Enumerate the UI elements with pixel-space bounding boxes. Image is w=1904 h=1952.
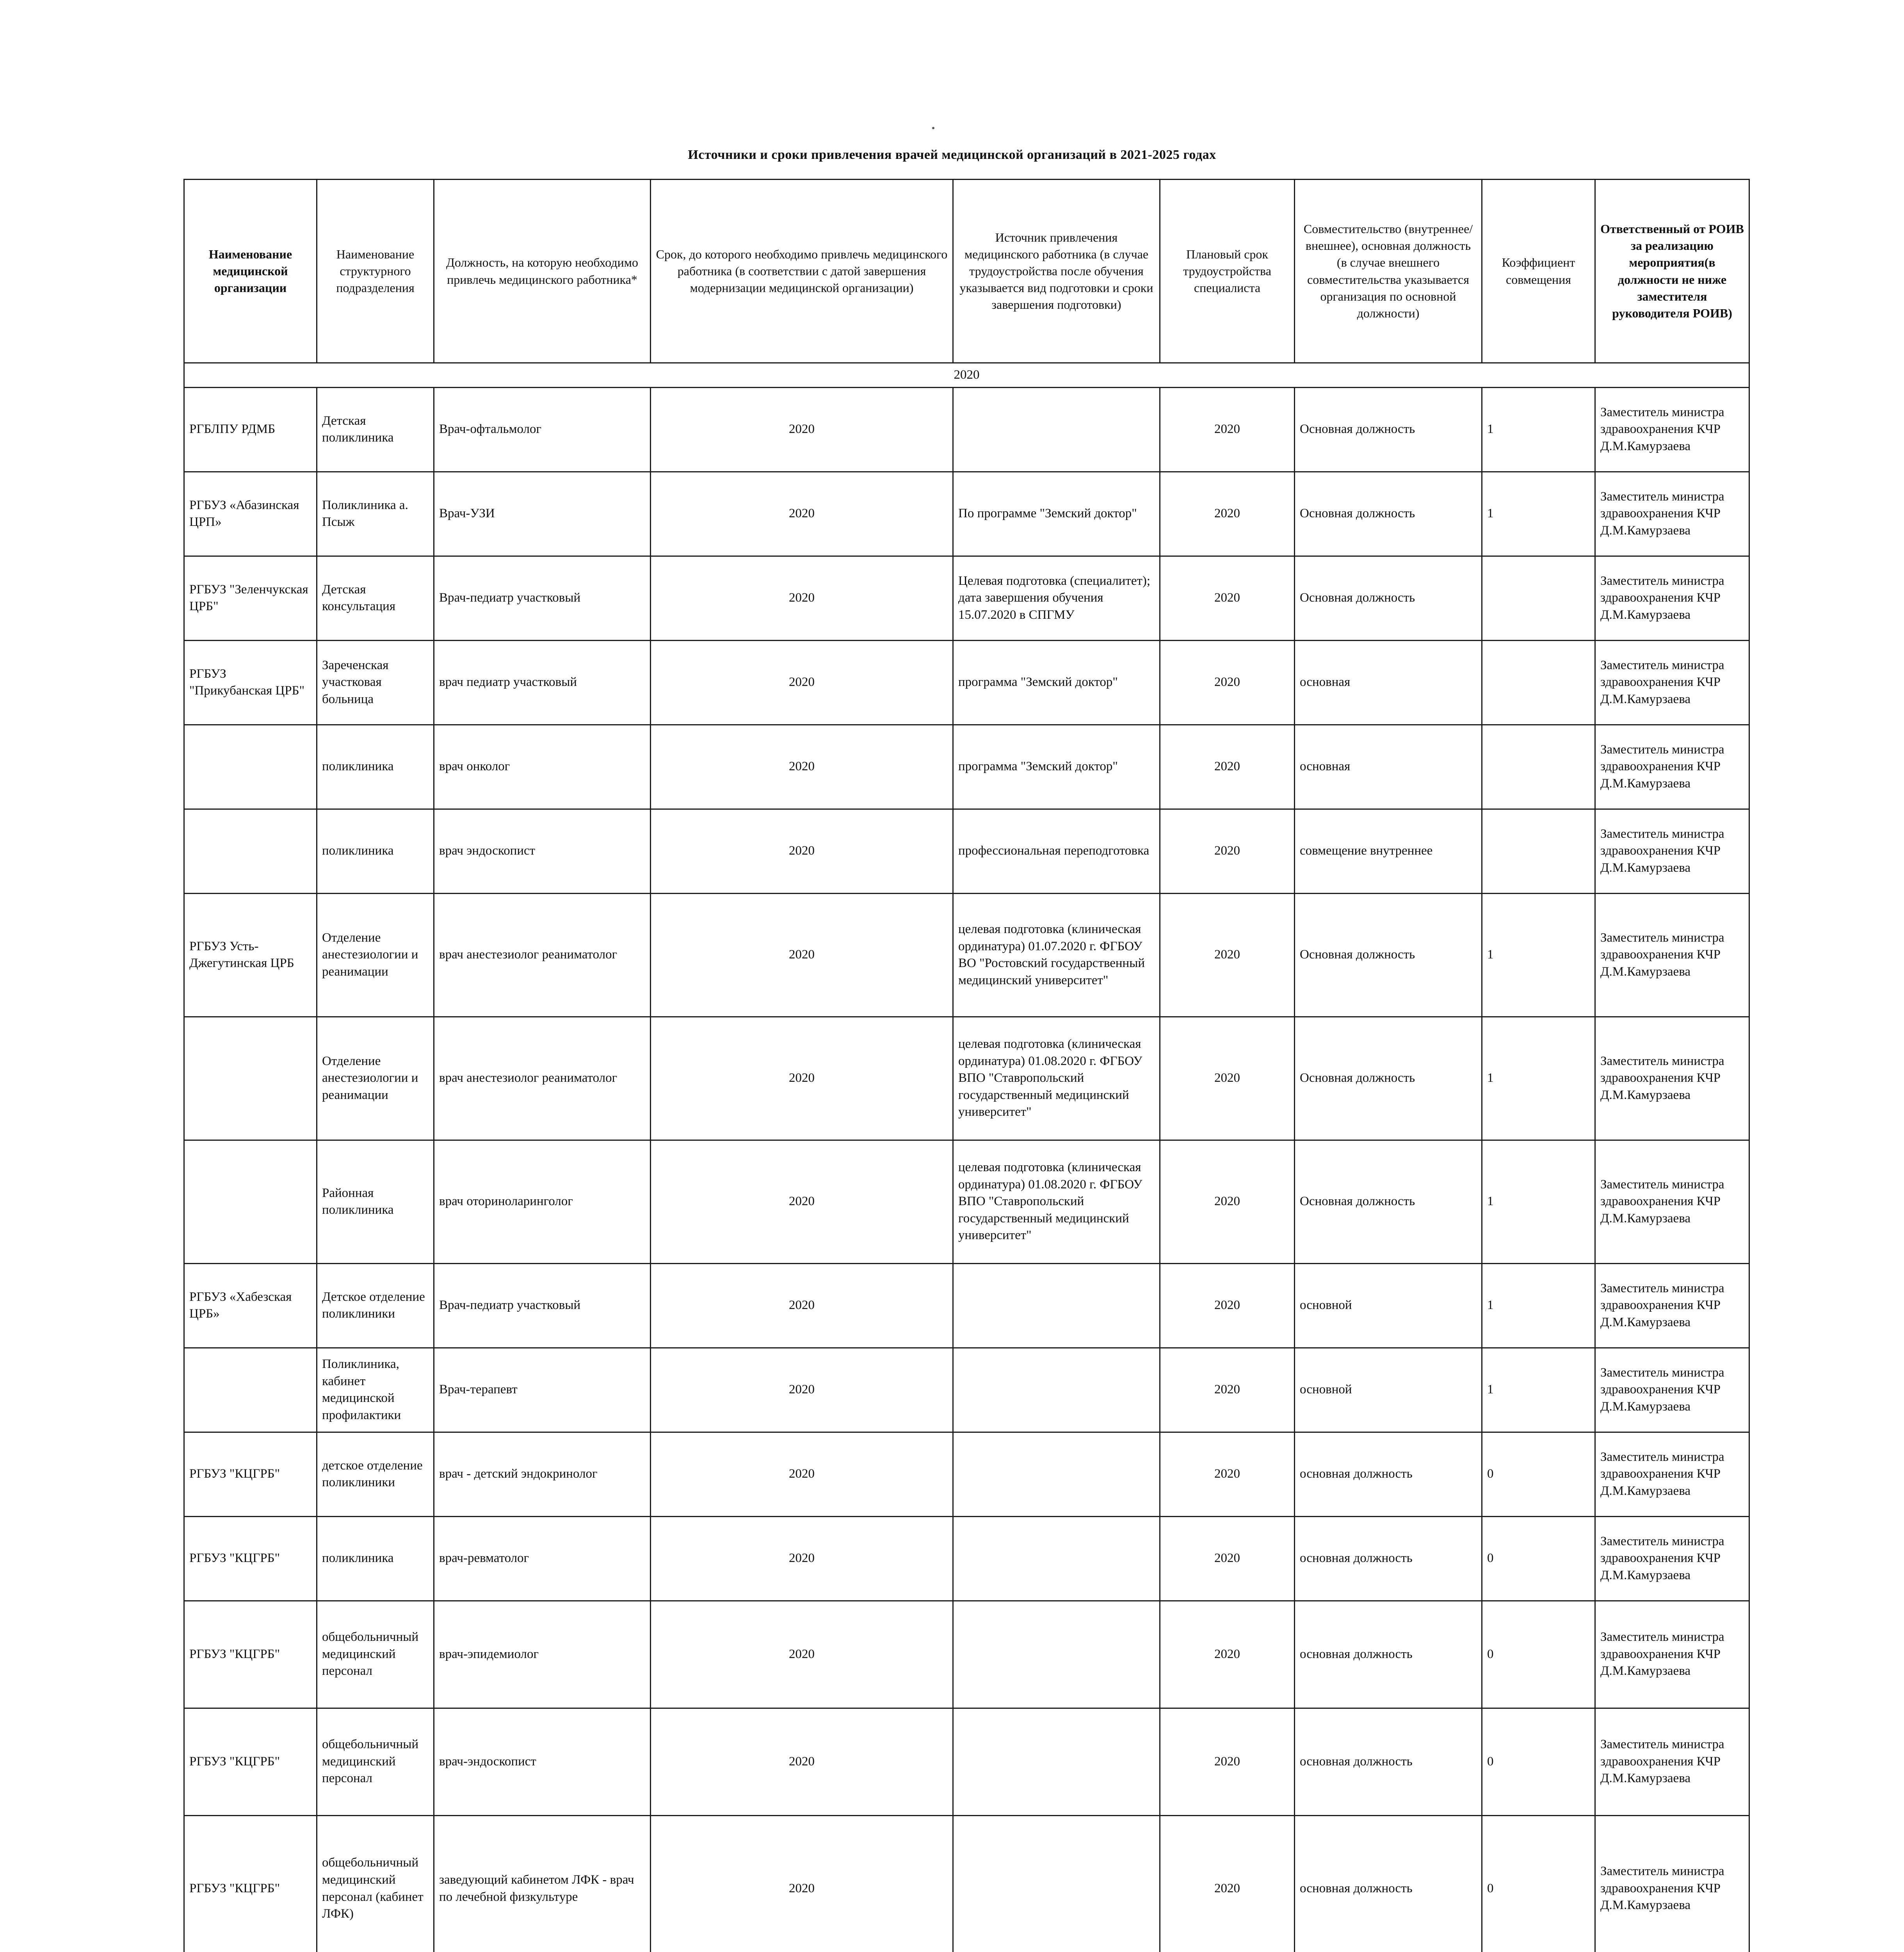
table-row [184, 725, 1749, 809]
org-cell: РГБУЗ Усть-Джегутинская ЦРБ [184, 893, 317, 1017]
deadline-cell: 2020 [651, 725, 953, 809]
coef-cell: 1 [1482, 893, 1595, 1017]
header-deadline: Срок, до которого необходимо привлечь медицинского работника (в соответствии с датой завершения модернизации медицинской организации) [651, 180, 953, 363]
position-cell: врач-эпидемиолог [434, 1601, 651, 1708]
source-cell: По программе "Земский доктор" [953, 472, 1160, 556]
responsible-cell: Заместитель министра здравоохранения КЧР Д.М.Камурзаева [1595, 1017, 1749, 1140]
coef-cell [1482, 725, 1595, 809]
source-cell [953, 1432, 1160, 1516]
planned-cell: 2020 [1160, 1263, 1295, 1348]
org-cell: РГБУЗ "КЦГРБ" [184, 1815, 317, 1952]
planned-cell: 2020 [1160, 1432, 1295, 1516]
planned-cell: 2020 [1160, 1516, 1295, 1601]
deadline-cell: 2020 [651, 472, 953, 556]
responsible-cell: Заместитель министра здравоохранения КЧР Д.М.Камурзаева [1595, 1516, 1749, 1601]
deadline-cell: 2020 [651, 809, 953, 893]
planned-cell: 2020 [1160, 1348, 1295, 1432]
combination-cell: основная [1295, 725, 1482, 809]
position-cell: врач-эндоскопист [434, 1708, 651, 1815]
combination-cell: основная должность [1295, 1432, 1482, 1516]
org-cell: РГБУЗ «Абазинская ЦРП» [184, 472, 317, 556]
coef-cell: 1 [1482, 1263, 1595, 1348]
coef-cell: 0 [1482, 1708, 1595, 1815]
recruitment-table [183, 179, 1750, 1952]
planned-cell: 2020 [1160, 809, 1295, 893]
table-row [184, 1601, 1749, 1708]
planned-cell: 2020 [1160, 1140, 1295, 1263]
header-unit: Наименование структурного подразделения [317, 180, 434, 363]
unit-cell: общебольничный медицинский персонал [317, 1708, 434, 1815]
coef-cell: 1 [1482, 1348, 1595, 1432]
deadline-cell: 2020 [651, 1601, 953, 1708]
coef-cell [1482, 640, 1595, 725]
combination-cell: основная должность [1295, 1601, 1482, 1708]
header-responsible: Ответственный от РОИВ за реализацию мероприятия(в должности не ниже заместителя руководителя РОИВ) [1595, 180, 1749, 363]
position-cell: заведующий кабинетом ЛФК - врач по лечебной физкультуре [434, 1815, 651, 1952]
year-label: 2020 [184, 363, 1749, 388]
table-row [184, 1516, 1749, 1601]
planned-cell: 2020 [1160, 1017, 1295, 1140]
source-cell [953, 387, 1160, 472]
planned-cell: 2020 [1160, 725, 1295, 809]
table-row [184, 640, 1749, 725]
deadline-cell: 2020 [651, 1708, 953, 1815]
unit-cell: общебольничный медицинский персонал (кабинет ЛФК) [317, 1815, 434, 1952]
position-cell: Врач-терапевт [434, 1348, 651, 1432]
combination-cell: совмещение внутреннее [1295, 809, 1482, 893]
source-cell: целевая подготовка (клиническая ординатура) 01.07.2020 г. ФГБОУ ВО "Ростовский государственный медицинский университет" [953, 893, 1160, 1017]
org-cell [184, 1348, 317, 1432]
combination-cell: Основная должность [1295, 1140, 1482, 1263]
deadline-cell: 2020 [651, 893, 953, 1017]
year-row [184, 363, 1749, 388]
position-cell: врач анестезиолог реаниматолог [434, 893, 651, 1017]
deadline-cell: 2020 [651, 1815, 953, 1952]
responsible-cell: Заместитель министра здравоохранения КЧР Д.М.Камурзаева [1595, 1140, 1749, 1263]
position-cell: Врач-педиатр участковый [434, 1263, 651, 1348]
combination-cell: Основная должность [1295, 1017, 1482, 1140]
org-cell [184, 1140, 317, 1263]
table-row [184, 1140, 1749, 1263]
planned-cell: 2020 [1160, 556, 1295, 640]
page-title: Источники и сроки привлечения врачей медицинской организаций в 2021-2025 годах [688, 148, 1216, 162]
org-cell [184, 809, 317, 893]
responsible-cell: Заместитель министра здравоохранения КЧР Д.М.Камурзаева [1595, 472, 1749, 556]
source-cell: программа "Земский доктор" [953, 725, 1160, 809]
table-row [184, 556, 1749, 640]
header-row [184, 180, 1749, 363]
unit-cell: Детская консультация [317, 556, 434, 640]
header-coef: Коэффициент совмещения [1482, 180, 1595, 363]
source-cell [953, 1601, 1160, 1708]
deadline-cell: 2020 [651, 387, 953, 472]
planned-cell: 2020 [1160, 1815, 1295, 1952]
position-cell: врач анестезиолог реаниматолог [434, 1017, 651, 1140]
planned-cell: 2020 [1160, 893, 1295, 1017]
deadline-cell: 2020 [651, 1432, 953, 1516]
unit-cell: Поликлиника а. Псыж [317, 472, 434, 556]
planned-cell: 2020 [1160, 1601, 1295, 1708]
responsible-cell: Заместитель министра здравоохранения КЧР Д.М.Камурзаева [1595, 893, 1749, 1017]
combination-cell: Основная должность [1295, 893, 1482, 1017]
responsible-cell: Заместитель министра здравоохранения КЧР Д.М.Камурзаева [1595, 1263, 1749, 1348]
unit-cell: Отделение анестезиологии и реанимации [317, 1017, 434, 1140]
combination-cell: Основная должность [1295, 387, 1482, 472]
table-row [184, 387, 1749, 472]
coef-cell: 0 [1482, 1815, 1595, 1952]
position-cell: врач эндоскопист [434, 809, 651, 893]
table-row [184, 809, 1749, 893]
combination-cell: Основная должность [1295, 472, 1482, 556]
header-planned: Плановый срок трудоустройства специалиста [1160, 180, 1295, 363]
combination-cell: основная должность [1295, 1516, 1482, 1601]
org-cell: РГБУЗ "КЦГРБ" [184, 1601, 317, 1708]
deadline-cell: 2020 [651, 556, 953, 640]
table-row [184, 1017, 1749, 1140]
unit-cell: поликлиника [317, 725, 434, 809]
coef-cell [1482, 809, 1595, 893]
org-cell: РГБУЗ "КЦГРБ" [184, 1708, 317, 1815]
planned-cell: 2020 [1160, 640, 1295, 725]
position-cell: Врач-педиатр участковый [434, 556, 651, 640]
combination-cell: основная должность [1295, 1815, 1482, 1952]
responsible-cell: Заместитель министра здравоохранения КЧР Д.М.Камурзаева [1595, 556, 1749, 640]
planned-cell: 2020 [1160, 472, 1295, 556]
header-source: Источник привлечения медицинского работника (в случае трудоустройства после обучения указывается вид подготовки и сроки завершения подготовки) [953, 180, 1160, 363]
coef-cell: 1 [1482, 472, 1595, 556]
responsible-cell: Заместитель министра здравоохранения КЧР Д.М.Камурзаева [1595, 1708, 1749, 1815]
source-cell [953, 1348, 1160, 1432]
position-cell: врач - детский эндокринолог [434, 1432, 651, 1516]
position-cell: врач оториноларинголог [434, 1140, 651, 1263]
responsible-cell: Заместитель министра здравоохранения КЧР Д.М.Камурзаева [1595, 1348, 1749, 1432]
source-cell [953, 1815, 1160, 1952]
table-row [184, 1815, 1749, 1952]
org-cell: РГБУЗ "Зеленчукская ЦРБ" [184, 556, 317, 640]
coef-cell: 1 [1482, 387, 1595, 472]
deadline-cell: 2020 [651, 640, 953, 725]
source-cell: Целевая подготовка (специалитет); дата завершения обучения 15.07.2020 в СПГМУ [953, 556, 1160, 640]
coef-cell: 0 [1482, 1432, 1595, 1516]
table-row [184, 1348, 1749, 1432]
org-cell: РГБУЗ "КЦГРБ" [184, 1516, 317, 1601]
source-cell: профессиональная переподготовка [953, 809, 1160, 893]
table-row [184, 1263, 1749, 1348]
deadline-cell: 2020 [651, 1348, 953, 1432]
source-cell: программа "Земский доктор" [953, 640, 1160, 725]
responsible-cell: Заместитель министра здравоохранения КЧР Д.М.Камурзаева [1595, 725, 1749, 809]
table-row [184, 1708, 1749, 1815]
position-cell: Врач-УЗИ [434, 472, 651, 556]
unit-cell: Зареченская участковая больница [317, 640, 434, 725]
org-cell: РГБУЗ "Прикубанская ЦРБ" [184, 640, 317, 725]
source-cell [953, 1516, 1160, 1601]
deadline-cell: 2020 [651, 1263, 953, 1348]
header-position: Должность, на которую необходимо привлечь медицинского работника* [434, 180, 651, 363]
source-cell [953, 1263, 1160, 1348]
responsible-cell: Заместитель министра здравоохранения КЧР Д.М.Камурзаева [1595, 1432, 1749, 1516]
position-cell: врач онколог [434, 725, 651, 809]
responsible-cell: Заместитель министра здравоохранения КЧР Д.М.Камурзаева [1595, 1601, 1749, 1708]
header-org: Наименование медицинской организации [184, 180, 317, 363]
org-cell: РГБЛПУ РДМБ [184, 387, 317, 472]
unit-cell: Районная поликлиника [317, 1140, 434, 1263]
table-row [184, 1432, 1749, 1516]
position-cell: врач-ревматолог [434, 1516, 651, 1601]
responsible-cell: Заместитель министра здравоохранения КЧР Д.М.Камурзаева [1595, 387, 1749, 472]
org-cell: РГБУЗ «Хабезская ЦРБ» [184, 1263, 317, 1348]
combination-cell: основная [1295, 640, 1482, 725]
coef-cell: 1 [1482, 1017, 1595, 1140]
coef-cell [1482, 556, 1595, 640]
org-cell [184, 1017, 317, 1140]
coef-cell: 0 [1482, 1601, 1595, 1708]
combination-cell: основная должность [1295, 1708, 1482, 1815]
unit-cell: поликлиника [317, 809, 434, 893]
unit-cell: общебольничный медицинский персонал [317, 1601, 434, 1708]
coef-cell: 0 [1482, 1516, 1595, 1601]
responsible-cell: Заместитель министра здравоохранения КЧР Д.М.Камурзаева [1595, 1815, 1749, 1952]
scan-speck [932, 127, 934, 129]
combination-cell: основной [1295, 1348, 1482, 1432]
responsible-cell: Заместитель министра здравоохранения КЧР Д.М.Камурзаева [1595, 809, 1749, 893]
position-cell: врач педиатр участковый [434, 640, 651, 725]
planned-cell: 2020 [1160, 1708, 1295, 1815]
planned-cell: 2020 [1160, 387, 1295, 472]
unit-cell: Детское отделение поликлиники [317, 1263, 434, 1348]
unit-cell: детское отделение поликлиники [317, 1432, 434, 1516]
combination-cell: основной [1295, 1263, 1482, 1348]
position-cell: Врач-офтальмолог [434, 387, 651, 472]
source-cell [953, 1708, 1160, 1815]
source-cell: целевая подготовка (клиническая ординатура) 01.08.2020 г. ФГБОУ ВПО "Ставропольский государственный медицинский университет" [953, 1140, 1160, 1263]
header-combination: Совместительство (внутреннее/внешнее), основная должность (в случае внешнего совместительства указывается организация по основной должности) [1295, 180, 1482, 363]
org-cell: РГБУЗ "КЦГРБ" [184, 1432, 317, 1516]
combination-cell: Основная должность [1295, 556, 1482, 640]
deadline-cell: 2020 [651, 1140, 953, 1263]
source-cell: целевая подготовка (клиническая ординатура) 01.08.2020 г. ФГБОУ ВПО "Ставропольский государственный медицинский университет" [953, 1017, 1160, 1140]
deadline-cell: 2020 [651, 1017, 953, 1140]
unit-cell: Детская поликлиника [317, 387, 434, 472]
coef-cell: 1 [1482, 1140, 1595, 1263]
deadline-cell: 2020 [651, 1516, 953, 1601]
table-row [184, 893, 1749, 1017]
org-cell [184, 725, 317, 809]
table-row [184, 472, 1749, 556]
unit-cell: поликлиника [317, 1516, 434, 1601]
unit-cell: Отделение анестезиологии и реанимации [317, 893, 434, 1017]
unit-cell: Поликлиника, кабинет медицинской профилактики [317, 1348, 434, 1432]
responsible-cell: Заместитель министра здравоохранения КЧР Д.М.Камурзаева [1595, 640, 1749, 725]
